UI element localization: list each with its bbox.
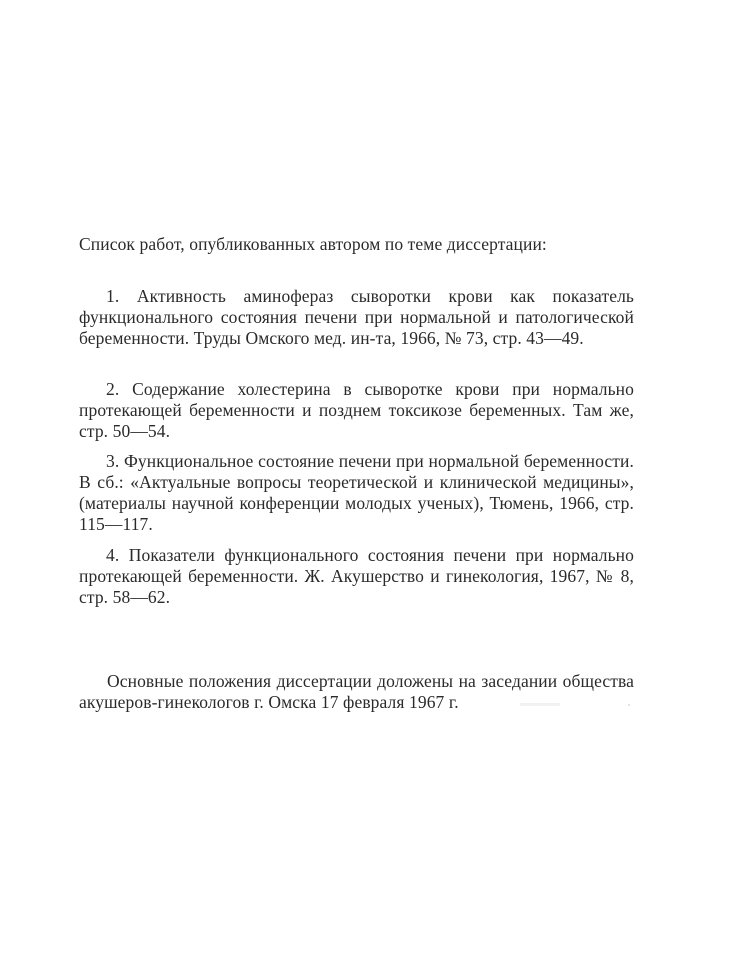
reference-item-1: 1. Активность аминофераз сыворотки крови как показатель функционального состояния печени при нормальной и патологической беременности. Труды Омского мед. ин-та, 1966, № 73, стр. 43—49. <box>79 285 634 348</box>
scan-speck <box>628 704 630 706</box>
reference-item-2: 2. Содержание холестерина в сыворотке крови при нормально протекающей беременности и позднем токсикозе беременных. Там же, стр. 50—54. <box>79 378 634 441</box>
reference-item-3: 3. Функциональное состояние печени при нормальной беременности. В сб.: «Актуальные вопросы теоретической и клинической медицины», (материалы научной конференции молодых ученых), Тюмень, 1966, стр. 115—117. <box>79 450 634 534</box>
reference-item-4: 4. Показатели функционального состояния печени при нормально протекающей беременности. Ж. Акушерство и гинекология, 1967, № 8, стр. 58—62. <box>79 544 634 607</box>
scan-smudge <box>520 703 560 706</box>
publications-heading: Список работ, опубликованных автором по теме диссертации: <box>79 234 547 254</box>
presentation-note: Основные положения диссертации доложены на заседании общества акушеров-гинекологов г. Омска 17 февраля 1967 г. <box>79 670 634 712</box>
